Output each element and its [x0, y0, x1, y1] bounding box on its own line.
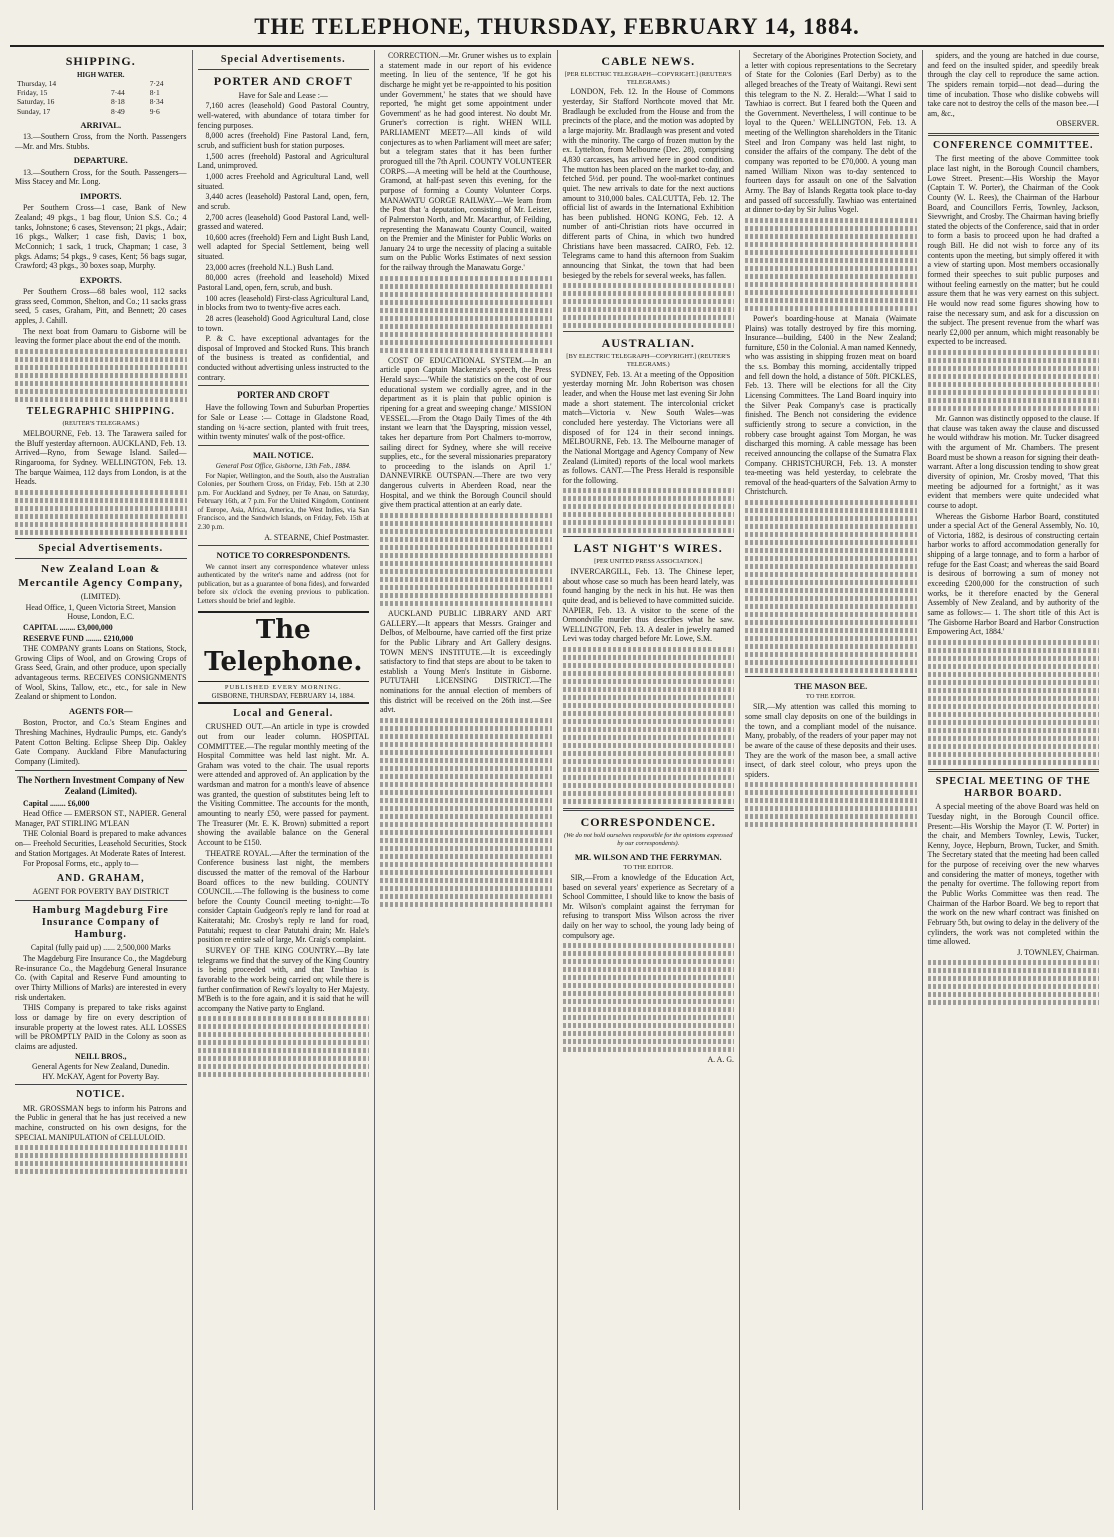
telegraphic-subheading: (REUTER'S TELEGRAMS.) [62, 420, 140, 428]
conference-text: The first meeting of the above Committee took place last night, in the Borough Council chambers, Lowe Street. Present:—His Worship the Mayor (Captain T. W. Porter), the Chairman of the Cook County (W. L. Rees), the Chairman of the Harbour Board, and Councillors Ferris, Townley, Jackson, Sievwright, and Crosby. The Chairman having briefly stated the objects of the Conference, said that in order to form a basis to proceed upon he had drafted a rough Bill. He did not wish to force any of its contents upon the meeting, but simply offered it with a view of starting upon. Most members occasionally formed their speeches to suit public purposes and without feeling earnestly on the matter; but he could assure them that he was very earnest on this subject. He would now read some figures showing how to raise the necessary sum, and ask for a discussion on the subject. The present revenue from the wharf was nearly £2,000 per annum, which might reasonably be expected to be increased. [927, 154, 1099, 347]
neill-bros: NEILL BROS., [74, 1052, 127, 1062]
divider [198, 69, 370, 70]
porter-text-2: Have the following Town and Suburban Properties for Sale or Lease :— Cottage in Gladstone Road, standing on ¼-acre section, planted with fruit trees, within twenty minutes' walk of the post-office. [197, 403, 369, 442]
mckay-agent: HY. McKAY, Agent for Poverty Bay. [42, 1071, 160, 1081]
text-filler [928, 640, 1100, 765]
text-filler [563, 647, 735, 804]
agents-heading: AGENTS FOR— [68, 706, 133, 717]
observer-signature: OBSERVER. [1056, 119, 1099, 129]
last-nights-wires-text: INVERCARGILL, Feb. 13. The Chinese leper, about whose case so much has been heard lately, was found hanging by the neck in his hut. He was then quite dead, and is believed to have committed suicide. NAPIER, Feb. 13. A visitor to the scene of the Ormondville murder thus describes what he saw. WELLINGTON, Feb. 13. A dealer in jewelry named Levi was today charged before Mr. Lowe, S.M. [562, 566, 734, 644]
telegraphic-heading: TELEGRAPHIC SHIPPING. [26, 406, 175, 418]
tide-day: Friday, 15 [17, 88, 48, 98]
hamburg-text-2: THIS Company is prepared to take risks against loss or damage by fire on every description of insurable property at the lowest rates. ALL LOSSES will be PROMPTLY PAID in the Colony as soon as claims are adjusted. [15, 1003, 187, 1051]
porter-item: 28 acres (leasehold) Good Agricultural Land, close to town. [197, 313, 369, 333]
text-filler [380, 276, 552, 353]
porter-item: 3,440 acres (leasehold) Pastoral Land, open, fern, and scrub. [197, 192, 369, 211]
tide-row [15, 88, 187, 97]
column-6 [923, 50, 1105, 1510]
mason-bee-to: TO THE EDITOR. [805, 693, 856, 701]
masthead: THE TELEPHONE, THURSDAY, FEBRUARY 14, 1884. [10, 10, 1104, 47]
local-text: CRUSHED OUT.—An article in type is crowded out from our leader column. HOSPITAL COMMITTEE.—The regular monthly meeting of the Hospital Committee was held last night. Mr. A. Graham was voted to the chair. The usual reports were attended and approved of. An application by the wardsman and matron for a month's leave of absence was granted, the question of substitutes being left to the Visiting Committee. The accounts for the month, amounting to nearly £50, were passed for payment. The Treasurer (Mr. E. K. Brown) submitted a report showing the available balance on the General Account to be £150. [197, 722, 369, 847]
text-filler [563, 283, 735, 328]
tide-row [15, 107, 187, 116]
letter-signature: A. A. G. [707, 1055, 734, 1065]
agent-title: AGENT FOR POVERTY BAY DISTRICT [32, 887, 170, 897]
last-nights-wires-heading: LAST NIGHT'S WIRES. [573, 541, 723, 556]
divider [15, 558, 187, 559]
correspondence-heading: CORRESPONDENCE. [580, 815, 716, 830]
mail-notice-signature: A. STEARNE, Chief Postmaster. [264, 532, 369, 542]
departure-heading: DEPARTURE. [73, 155, 128, 166]
columns [10, 50, 1104, 1510]
porter-item: 1,000 acres Freehold and Agricultural Land, well situated. [197, 171, 369, 191]
porter-text: P. & C. have exceptional advantages for the disposal of Improved and Stocked Runs. This branch of the business is treated as confidential, and conducted without advertising unless instructed to the contrary. [197, 334, 369, 382]
imports-heading: IMPORTS. [80, 191, 122, 201]
company-text: THE COMPANY grants Loans on Stations, Stock, Growing Clips of Wool, and on Growing Crops of Grass Seed, Grain, and other produce, upon specially advantageous terms. RECEIVES CONSIGNMENTS of Wool, Skins, Tallow, etc., etc., for sale in New Zealand or shipment to London. [15, 644, 187, 702]
notice-heading: NOTICE. [76, 1089, 126, 1101]
high-water-heading: HIGH WATER. [76, 70, 125, 79]
weather-text: The next boat from Oamaru to Gisborne will be leaving the former place about the end of the month. [15, 326, 187, 346]
special-meeting-text: A special meeting of the above Board was held on Tuesday night, in the Borough Council office. Present:—His Worship the Mayor (T. W. Porter) in the chair, and Members Townley, Lewis, Tucker, Kenny, Joyce, Hepburn, Brown, Tucker, and Smith. The Secretary stated that the meeting had been called for the purpose of receiving over the new wharves and considering the matter of moneys, together with the penalty for overtime. The following report from the Public Works Committee was then read. The Chairman of the Harbor Board. We beg to report that the work on the new wharf contract was finished on February 5th, but owing to delay in the delivery of the cylinders, the work was not completed within the time allowed. [927, 802, 1099, 947]
arrival-text: 13.—Southern Cross, from the North. Passengers—Mr. and Mrs. Stubbs. [15, 132, 187, 151]
porter-item: 8,000 acres (freehold) Fine Pastoral Land, fern, scrub, and sufficient bush for station purposes. [197, 131, 369, 151]
newspaper-page [10, 10, 1104, 1517]
porter-item: 1,500 acres (freehold) Pastoral and Agricultural Land, unimproved. [197, 151, 369, 171]
mail-notice-text: For Napier, Wellington, and the South, also the Australian Colonies, per Southern Cross, on Friday, Feb. 15th at 2.30 p.m. For Auckland and Sydney, per Te Anau, on Saturday, February 16th, at 7 p.m. For the United Kingdom, Continent of Europe, Asia, Africa, America, the West Indies, via San Francisco, and the Sandwich Islands, on Friday, Feb. 15th at 2.30 p.m. [197, 471, 369, 531]
last-nights-wires-subheading: [PER UNITED PRESS ASSOCIATION.] [594, 558, 703, 566]
tide-day: Sunday, 17 [17, 106, 51, 116]
letter-heading: MR. WILSON AND THE FERRYMAN. [574, 851, 722, 862]
text-filler [380, 513, 552, 606]
divider [15, 1084, 187, 1085]
hamburg-capital: Capital (fully paid up) ...... 2,500,000 Marks [30, 943, 171, 953]
divider [198, 385, 370, 386]
porter-item: 10,600 acres (freehold) Fern and Light Bush Land, well adapted for Special Settlement, being well situated. [197, 232, 369, 262]
porter-croft-subheading: Have for Sale and Lease :— [238, 90, 328, 100]
tide-am: 8·49 [111, 106, 125, 116]
loan-company-heading: New Zealand Loan & Mercantile Agency Company, [18, 563, 184, 589]
exports-heading: EXPORTS. [79, 274, 122, 285]
special-meeting-signature: J. TOWNLEY, Chairman. [1017, 947, 1099, 957]
conference-text-2: Mr. Gannon was distinctly opposed to the clause. If that clause was taken away the clause and discussed he would withdraw his motion. Mr. Tucker disagreed with the argument of Mr. Chambers. The present Board must be shown a reason for signing their death-warrant. After a long discussion tending to show great diversity of opinion, Mr. Crosby moved, 'That this meeting be adjourned for a fortnight,' as it was evident that members were quite undecided what course to adopt. [927, 414, 1099, 510]
telegraphic-text: MELBOURNE, Feb. 13. The Tarawera sailed for the Bluff yesterday afternoon. AUCKLAND, Feb. 13. Arrived—Ryno, from Sewage Island. Sailed—Ringarooma, for Sydney. WELLINGTON, Feb. 13. The barque Waimea, 112 days from London, is at the Heads. [15, 429, 187, 487]
column-1 [10, 50, 193, 1510]
agents-text: Boston, Proctor, and Co.'s Steam Engines and Threshing Machines, Hydraulic Pumps, etc. Gandy's Patent Cotton Belting. Eclipse Sheep Dip. Oakley Gate Company. Auckland Fibre Manufacturing Company (Limited). [15, 718, 187, 766]
tide-pm: 9·6 [149, 106, 160, 116]
local-text-cont: CORRECTION.—Mr. Gruner wishes us to explain a statement made in our report of his evidence meeting. In lieu of the sentence, 'If he got his discharge he might yet be re-appointed to his position under Government,' he states that we should have reported, 'he might get some appointment under Government' as he had good interest. No doubt Mr. Gruner's correction is right. WHEN WILL PARLIAMENT MEET?—All kinds of wild conjectures as to when Parliament will meet are safer; but a telegram states that it has been further prorogued till the 7th April. COUNTY VOLUNTEER CORPS.—A meeting will be held at the Courthouse, Gramond, at half-past seven this evening, for the purpose of forming a County Volunteer Corps. MANAWATU GORGE RAILWAY.—We learn from the Post that 'a deputation, consisting of Mr. Leister, of Palmerston North, and Mr. Macarthur, of Feilding, representing the Manawatu County Council, waited on the Premier and the Minister for Public Works on January 24 to urge the necessity of placing a suitable sum on the Public Works Estimates of next session for the railway through the Manawatu Gorge.' [380, 51, 552, 273]
divider [198, 545, 370, 546]
conference-committee-heading: CONFERENCE COMMITTEE. [933, 140, 1094, 152]
flag-date: GISBORNE, THURSDAY, FEBRUARY 14, 1884. [198, 692, 370, 705]
tide-pm: 8·1 [149, 88, 160, 98]
mail-notice-subheading: General Post Office, Gisborne, 13th Feb., 1884. [215, 462, 351, 471]
special-ads-heading: Special Advertisements. [38, 543, 164, 554]
special-meeting-heading: SPECIAL MEETING OF THE HARBOR BOARD. [935, 775, 1091, 800]
text-filler [380, 718, 552, 907]
cable-news-subheading: [PER ELECTRIC TELEGRAPH—COPYRIGHT.] (REUTER'S TELEGRAMS.) [564, 70, 732, 86]
porter-item: 7,160 acres (leasehold) Good Pastoral Country, well-watered, with abundance of totara timber for fencing purposes. [197, 101, 369, 130]
tide-day: Thursday, 14 [17, 79, 57, 89]
flag-subtitle: PUBLISHED EVERY MORNING. [224, 683, 342, 691]
text-filler [928, 960, 1100, 1005]
hamburg-text: The Magdeburg Fire Insurance Co., the Magdeburg Re-insurance Co., the Magdeburg General Insurance Co. (with Capital and Reserve Fund amounting to over Thirty Millions of Marks) are interested in every risk undertaken. [15, 954, 187, 1002]
tide-pm: 8·34 [149, 97, 164, 107]
tide-pm: 7·24 [149, 79, 164, 89]
cable-news-text: LONDON, Feb. 12. In the House of Commons yesterday, Sir Stafford Northcote moved that Mr. Bradlaugh be excluded from the House and from the precincts of the place, and the motion was adopted by a large majority. Mr. Bradlaugh was present and voted with the minority. The cargo of frozen mutton by the ex. Lyttelton, from Melbourne (Dec. 28), comprising 4,830 carcasses, has arrived here in good condition. The mutton has been placed on the market to-day, and fetched 5½d. per pound. The wool-market continues quiet. The new arrivals to date for the next auctions amount to 310,000 bales. CALCUTTA, Feb. 12. The official list of awards in the International Exhibition has been published. HONG KONG, Feb. 12. A number of anti-Christian riots have occurred in different parts of China, in which two hundred Christians have been massacred. CAIRO, Feb. 12. Telegrams came to hand this afternoon from Suakim announcing that Sinkat, the town that had been besieged by the rebels for several weeks, has fallen. [562, 87, 734, 280]
loan-company-subheading: (LIMITED). [80, 592, 121, 601]
northern-capital: Capital ........ £6,000 [23, 798, 90, 808]
divider [928, 769, 1100, 772]
text-filler [198, 1016, 370, 1077]
northern-heading: The Northern Investment Company of New Zealand (Limited). [17, 774, 185, 796]
arrival-heading: ARRIVAL. [80, 119, 122, 130]
australian-text: SYDNEY, Feb. 13. At a meeting of the Opposition yesterday morning Mr. John Robertson was chosen leader, and when the House met last evening Sir John made a short statement. The intercolonial cricket match—Victoria v. New South Wales—was concluded here yesterday. The Victorians were all disposed of for 124 in their second innings. MELBOURNE, Feb. 13. The Melbourne manager of the National Mortgage and Agency Company of New Zealand (Limited) reports of the local wool markets as follows. CANT.—The Press Herald is responsible for the following. [562, 369, 734, 485]
text-filler [563, 943, 735, 1052]
newspaper-flag: The Telephone. [198, 611, 370, 681]
local-text-cont-2: COST OF EDUCATIONAL SYSTEM.—In an article upon Captain Mackenzie's speech, the Press Herald says:—'While the statistics on the cost of our educational system we cordially agree, and in the department as it is plain that public opinion is ripening for a great and sweeping change.' MISSION VESSEL.—From the Otago Daily Times of the 4th instant we learn that 'the Dayspring, mission vessel, takes her departure from Port Chalmers to-morrow, sailing direct for Sydney, where she will receive supplies, etc., for the several missionaries preparatory to proceeding to the islands on April 1.' DANNEVIRKE OUTSPAN.—There are two very dangerous culverts in Aberdeen Road, near the Hospital, and we think the Borough Council should give them practical attention at an early date. [380, 355, 552, 510]
text-filler [15, 1145, 187, 1174]
porter-croft-heading-2: PORTER AND CROFT [237, 390, 330, 401]
conference-text-3: Whereas the Gisborne Harbor Board, constituted under a special Act of the General Assembly, No. 10, of Victoria, 1882, is desirous of constructing certain harbor works to afford accommodation generally for shipping of a large tonnage, and to form a harbor of refuge for the East Coast; and whereas the said Board is desirous of borrowing a sum of money not exceeding £200,000 for the construction of such works, be it therefore enacted by the General Assembly of New Zealand, and by authority of the same as follows:— 1. The short title of this Act is 'The Gisborne Harbor Board and Harbor Construction Empowering Act, 1884.' [927, 511, 1099, 637]
column-2 [193, 50, 376, 1510]
porter-croft-heading: PORTER AND CROFT [213, 74, 353, 89]
local-text-2: THEATRE ROYAL.—After the termination of the Conference business last night, the members discussed the matter of the removal of the Harbour Board offices to the new building. COUNTY COUNCIL.—The following is the business to come before the County Council meeting to-night:—To consider Captain Gudgeon's reply re land for road at Kaiteratahi; Mr. Crosby's reply re land for road, Patutahi; request to clear Patutahi drain; Mr. Hale's position re entire sale of large, Mr. Craig's complaint. [197, 848, 369, 945]
column-3 [375, 50, 558, 1510]
australian-subheading: [BY ELECTRIC TELEGRAPH—COPYRIGHT.] (REUTER'S TELEGRAMS.) [566, 352, 731, 368]
divider [15, 900, 187, 901]
head-office: Head Office, 1, Queen Victoria Street, Mansion House, London, E.C. [25, 602, 176, 622]
capital: CAPITAL ........ £3,000,000 [23, 622, 113, 632]
text-filler [15, 349, 187, 402]
australian-heading: AUSTRALIAN. [601, 336, 695, 351]
cable-news-heading: CABLE NEWS. [601, 54, 696, 68]
porter-item: 23,000 acres (freehold N.L.) Bush Land. [205, 262, 334, 272]
tide-row [15, 97, 187, 106]
shipping-heading: SHIPPING. [65, 54, 136, 68]
porter-item: 100 acres (leasehold) First-class Agricultural Land, in blocks from two to twenty-five acres each. [197, 293, 369, 313]
reserve-fund: RESERVE FUND ........ £210,000 [23, 633, 134, 643]
wires-text-cont-2: Power's boarding-house at Manaia (Waimate Plains) was totally destroyed by fire this morning. Insurance—building, £400 in the New Zealand; furniture, £50 in the Colonial. A man named Kennedy, who was assisting in shipping frozen meat on board the s.s. Bombay this morning, accidentally tripped and fell down the hold, a distance of 50ft. PICKLES, Feb. 13. There will be elections for all the City Licensing Committees. The Land Board inquiry into the Silver Peak Company's case is practically finished. The Bench not considering the evidence sufficiently strong to secure a conviction, in the robbery case brought against Tom Morgan, he was discharged this morning. A cable message has been received announcing the collapse of the Sumatra Flax Company. CHRISTCHURCH, Feb. 13. A monster tea-meeting was held yesterday, to celebrate the removal of the head-quarters of the Salvation Army to Christchurch. [745, 313, 917, 497]
imports-text: Per Southern Cross—1 case, Bank of New Zealand; 49 pkgs., 1 bag flour, Union S.S. Co.; 4 tanks, Johnstone; 6 cases, Stevenson; 21 pkgs., Adair; 16 pkgs., Walker; 1 case fish, Davis; 1 box, McConnich; 1 sack, 1 truck, Chapman; 1 case, 3 pkgs. Adams; 54 pkgs., 9 cases, Kent; 56 bags sugar, Crawford; 43 pkgs., 30 boxes soap, Murphy. [15, 203, 187, 271]
text-filler [928, 350, 1100, 411]
mason-bee-heading: THE MASON BEE. [794, 681, 868, 692]
correspondence-disclaimer: (We do not hold ourselves responsible for the opinions expressed by our correspondents). [564, 831, 733, 847]
local-text-cont-3: AUCKLAND PUBLIC LIBRARY AND ART GALLERY.—It appears that Messrs. Grainger and Delbos, of Melbourne, have carried off the first prize for the Public Library and Art Gallery designs. TOWN MEN'S INSTITUTE.—It is exceedingly satisfactory to find that steps are about to be taken to establish a Young Men's Institute in Gisborne. PUTUTAHI LICENSING DISTRICT.—The nominations for the annual election of members of this district will be received on the 26th inst.—See advt. [380, 608, 552, 715]
divider [198, 445, 370, 446]
tide-am: 8·18 [111, 97, 125, 107]
tide-table [15, 79, 187, 116]
northern-text: THE Colonial Board is prepared to make advances on— Freehold Securities, Leasehold Securities, Stock and Station Mortgages. At Moderate Rates of Interest. [15, 829, 187, 858]
divider [563, 536, 735, 537]
local-general-heading: Local and General. [233, 708, 334, 720]
divider [563, 808, 735, 811]
local-text-3: SURVEY OF THE KING COUNTRY.—By late telegrams we find that the survey of the King Country is being proceeded with, and that Tawhiao is favorable to the work being carried on; while there is further confirmation of Rewi's loyalty to Her Majesty. M'Beth is to the fore again, and it is said that he will accompany the Native party to England. [197, 946, 369, 1013]
divider [563, 331, 735, 332]
text-filler [745, 782, 917, 827]
wires-text-cont: Secretary of the Aborigines Protection Society, and a letter with copious representations to the Secretary of State for the Colonies (Earl Derby) as to the alleged breaches of the Treaty of Waitangi. Rewi sent this telegram to the N. Z. Herald:—'What I said to Tawhiao is correct. But I feared both the Queen and the Government. Nevertheless, I will continue to be loyal to the Queen.' WELLINGTON, Feb. 13. A meeting of the Wellington shareholders in the Titanic Steel and Iron Company was held last night, to consider the affairs of the company. The debt of the company was reported to be £70,000. A young man named William Nixon was to-day sentenced to fourteen days for assault on one of the Salvation Army. The Bay of Islands Regatta took place to-day and passed off successfully. Tawhiao was entertained at dinner to-day by Sir Julius Vogel. [745, 51, 917, 215]
text-filler [15, 490, 187, 535]
divider [928, 133, 1100, 136]
letter-to: TO THE EDITOR. [623, 863, 674, 871]
divider [15, 770, 187, 771]
departure-text: 13.—Southern Cross, for the South. Passengers—Miss Stacey and Mr. Long. [15, 167, 187, 187]
mail-notice-heading: MAIL NOTICE. [253, 449, 314, 460]
mason-bee-text: SIR,—My attention was called this morning to some small clay deposits on one of the buildings in the town, and a compliant model of the nuisance. Many, probably, of the readers of your paper may not be aware of the cause of these deposits and their uses. They are the work of the mason bee, a small active insect, of dark steel colour, who preys upon the spiders. [745, 702, 917, 779]
porter-item: 2,700 acres (leasehold) Good Pastoral Land, well-grassed and watered. [197, 212, 369, 232]
text-filler [745, 500, 917, 673]
column-4 [558, 50, 741, 1510]
correspondents-notice-text: We cannot insert any correspondence whatever unless authenticated by the writer's name and address (not for publication, but as a guarantee of bona fides), and forwarded before six o'clock the evening previous to publication. Letters should be brief and legible. [197, 562, 369, 605]
tide-day: Saturday, 16 [17, 97, 55, 107]
correspondents-notice-heading: NOTICE TO CORRESPONDENTS. [216, 550, 351, 561]
proposal-text: For Proposal Forms, etc., apply to— [23, 859, 139, 869]
letter-text: SIR,—From a knowledge of the Education Act, based on several years' experience as Secretary of a School Committee, I should like to know the basis of Mr. Wilson's complaint against the ferryman for refusing to transport Miss Wilson across the river daily on her way to school, the young lady being of compulsory age. [562, 872, 734, 940]
divider [15, 538, 187, 539]
hamburg-heading: Hamburg Magdeburg Fire Insurance Company of Hamburg. [32, 904, 169, 941]
tide-am [109, 79, 148, 88]
tide-row [15, 79, 187, 88]
neill-title: General Agents for New Zealand, Dunedin. [32, 1062, 170, 1072]
mason-bee-text-cont: spiders, and the young are hatched in due course, and feed on the insulted spider, and speedily break through the clay cell to reproduce the same action. The spiders remain torpid—not dead—during the time of incubation. Those who dislike cobwebs will take care not to destroy the cells of the mason bee.—I am, &c., [927, 51, 1099, 118]
agent-name: AND. GRAHAM, [56, 873, 145, 885]
porter-item: 80,000 acres (freehold and leasehold) Mixed Pastoral Land, open, fern, scrub, and bush. [197, 273, 369, 292]
special-ads-heading: Special Advertisements. [220, 54, 346, 65]
notice-text: MR. GROSSMAN begs to inform his Patrons and the Public in general that he has just received a new machine, constructed on his own designs, for the SPECIAL MANIPULATION of CELLULOID. [15, 1103, 187, 1142]
column-5 [740, 50, 923, 1510]
text-filler [563, 488, 735, 533]
tide-am: 7·44 [111, 88, 125, 98]
divider [745, 676, 917, 677]
exports-text: Per Southern Cross—68 bales wool, 112 sacks grass seed, Common, Shelton, and Co.; 11 sacks grass seed, 5 cases, Graham, Pitt, and Bennett; 20 cases apples, J. Cahill. [15, 287, 187, 326]
northern-office: Head Office — EMERSON ST., NAPIER. General Manager, PAT STIRLING M'LEAN [15, 809, 187, 828]
text-filler [745, 218, 917, 311]
